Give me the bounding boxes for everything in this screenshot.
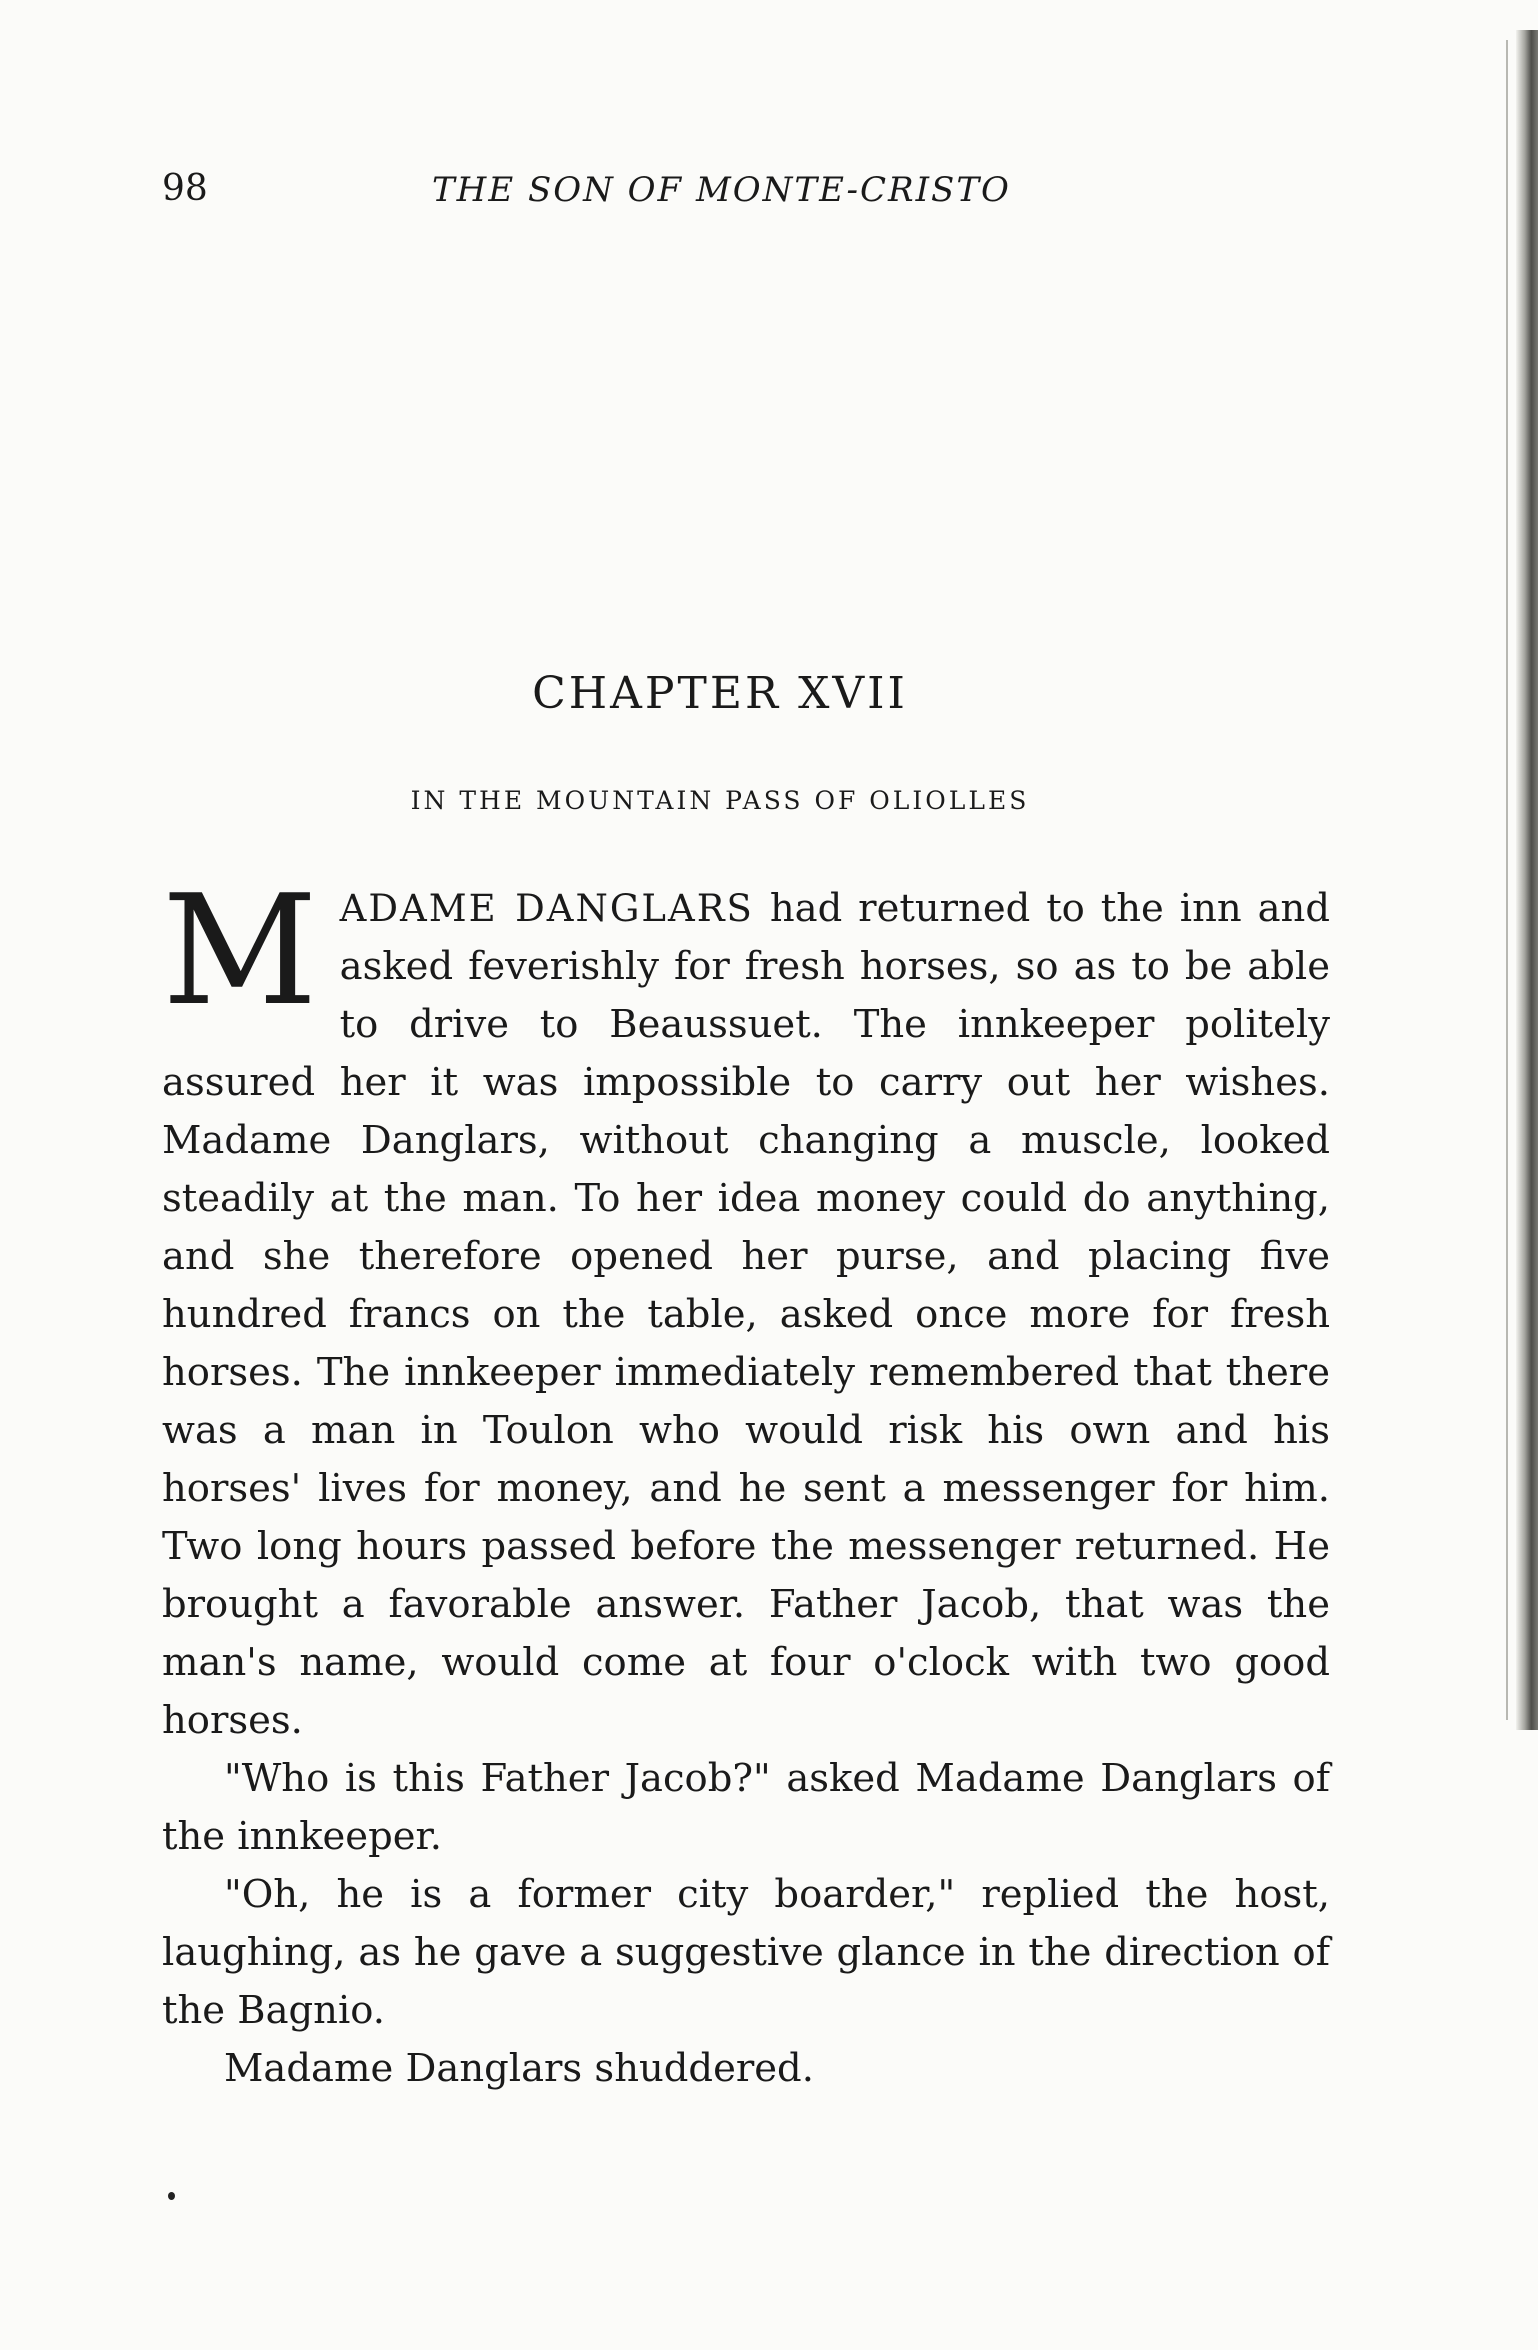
chapter-heading: CHAPTER XVII	[532, 668, 908, 719]
chapter-subtitle: IN THE MOUNTAIN PASS OF OLIOLLES	[410, 786, 1030, 815]
page-number: 98	[162, 168, 208, 209]
running-header	[162, 168, 1102, 218]
chapter-body	[162, 862, 1330, 2098]
page-edge-line	[1506, 40, 1508, 1720]
paragraph-3: "Oh, he is a former city boarder," replied the host, laughing, as he gave a suggestive glance in the direction of the Bagnio.	[162, 1872, 1330, 2033]
drop-cap: M	[162, 862, 318, 1039]
ink-speck	[168, 2192, 175, 2200]
paragraph-1	[162, 862, 1330, 1750]
running-title: THE SON OF MONTE-CRISTO	[432, 170, 1011, 210]
paragraph-4: Madame Danglars shuddered.	[224, 2046, 814, 2091]
paragraph-2: "Who is this Father Jacob?" asked Madame Danglars of the innkeeper.	[162, 1756, 1330, 1859]
opening-smallcaps: ADAME DANGLARS	[339, 887, 754, 930]
paragraph-1-text: had returned to the inn and asked feverishly for fresh horses, so as to be able to drive to Beaussuet. The innkeeper politely assured her it was impossible to carry out her wishes. Madame Danglars, without changing a muscle, looked steadily at the man. To her idea money could do anything, and she therefore opened her purse, and placing five hundred francs on the table, asked once more for fresh horses. The innkeeper immediately remembered that there was a man in Toulon who would risk his own and his horses' lives for money, and he sent a messenger for him. Two long hours passed before the messenger returned. He brought a favorable answer. Father Jacob, that was the man's name, would come at four o'clock with two good horses.	[162, 886, 1330, 1743]
page-binding-edge	[1516, 30, 1538, 1730]
